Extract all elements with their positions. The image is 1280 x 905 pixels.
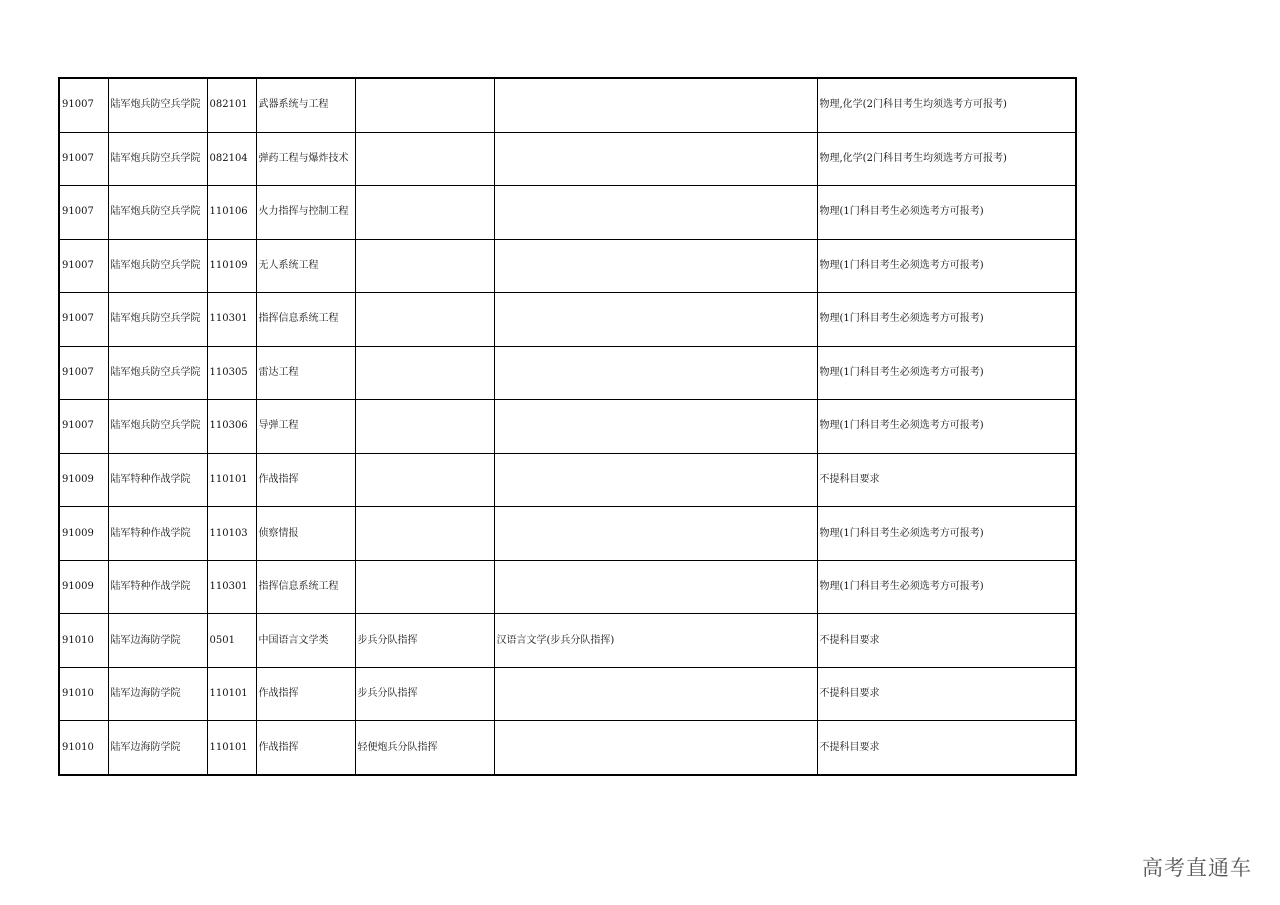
- cell-direction: [355, 400, 494, 454]
- cell-subject-requirement: 不提科目要求: [817, 453, 1076, 507]
- cell-subject-requirement: 物理(1门科目考生必须选考方可报考): [817, 400, 1076, 454]
- cell-major-name: 作战指挥: [256, 721, 355, 775]
- cell-major-code: 110301: [207, 293, 256, 347]
- cell-college-code: 91007: [59, 239, 108, 293]
- cell-subject-requirement: 物理(1门科目考生必须选考方可报考): [817, 293, 1076, 347]
- cell-college-code: 91007: [59, 186, 108, 240]
- cell-direction: 轻便炮兵分队指挥: [355, 721, 494, 775]
- cell-college-name: 陆军特种作战学院: [108, 453, 207, 507]
- table-row: [59, 453, 1076, 507]
- table-row: [59, 667, 1076, 721]
- cell-direction: [355, 453, 494, 507]
- cell-included-major: [494, 453, 817, 507]
- cell-direction: [355, 560, 494, 614]
- cell-direction: [355, 293, 494, 347]
- cell-included-major: [494, 560, 817, 614]
- cell-college-name: 陆军炮兵防空兵学院: [108, 132, 207, 186]
- table-row: [59, 293, 1076, 347]
- cell-college-code: 91007: [59, 78, 108, 132]
- cell-college-name: 陆军边海防学院: [108, 667, 207, 721]
- enrollment-table: [58, 77, 1077, 776]
- cell-major-name: 武器系统与工程: [256, 78, 355, 132]
- cell-subject-requirement: 不提科目要求: [817, 614, 1076, 668]
- cell-major-code: 082104: [207, 132, 256, 186]
- cell-subject-requirement: 物理,化学(2门科目考生均须选考方可报考): [817, 78, 1076, 132]
- cell-subject-requirement: 物理(1门科目考生必须选考方可报考): [817, 507, 1076, 561]
- cell-direction: [355, 132, 494, 186]
- cell-included-major: [494, 78, 817, 132]
- table-row: [59, 560, 1076, 614]
- cell-college-name: 陆军边海防学院: [108, 614, 207, 668]
- table-row: [59, 507, 1076, 561]
- cell-college-name: 陆军炮兵防空兵学院: [108, 346, 207, 400]
- table-row: [59, 346, 1076, 400]
- cell-major-name: 作战指挥: [256, 453, 355, 507]
- cell-major-code: 110101: [207, 721, 256, 775]
- cell-major-code: 110301: [207, 560, 256, 614]
- table-row: [59, 186, 1076, 240]
- cell-subject-requirement: 物理(1门科目考生必须选考方可报考): [817, 346, 1076, 400]
- cell-college-code: 91009: [59, 453, 108, 507]
- cell-college-code: 91010: [59, 721, 108, 775]
- cell-college-name: 陆军炮兵防空兵学院: [108, 239, 207, 293]
- cell-major-name: 侦察情报: [256, 507, 355, 561]
- cell-major-name: 中国语言文学类: [256, 614, 355, 668]
- cell-direction: [355, 239, 494, 293]
- cell-direction: [355, 78, 494, 132]
- cell-major-name: 指挥信息系统工程: [256, 293, 355, 347]
- cell-direction: 步兵分队指挥: [355, 667, 494, 721]
- cell-included-major: [494, 667, 817, 721]
- cell-major-name: 导弹工程: [256, 400, 355, 454]
- cell-major-name: 无人系统工程: [256, 239, 355, 293]
- cell-college-code: 91010: [59, 614, 108, 668]
- cell-direction: [355, 346, 494, 400]
- cell-included-major: [494, 239, 817, 293]
- cell-subject-requirement: 物理(1门科目考生必须选考方可报考): [817, 239, 1076, 293]
- cell-major-name: 作战指挥: [256, 667, 355, 721]
- table-row: [59, 614, 1076, 668]
- cell-major-name: 指挥信息系统工程: [256, 560, 355, 614]
- cell-subject-requirement: 物理(1门科目考生必须选考方可报考): [817, 186, 1076, 240]
- cell-college-name: 陆军特种作战学院: [108, 507, 207, 561]
- cell-college-code: 91007: [59, 132, 108, 186]
- cell-subject-requirement: 物理,化学(2门科目考生均须选考方可报考): [817, 132, 1076, 186]
- cell-included-major: 汉语言文学(步兵分队指挥): [494, 614, 817, 668]
- cell-included-major: [494, 507, 817, 561]
- cell-college-code: 91007: [59, 293, 108, 347]
- cell-included-major: [494, 400, 817, 454]
- cell-major-code: 110106: [207, 186, 256, 240]
- table-row: [59, 721, 1076, 775]
- table-body: [59, 78, 1076, 775]
- table-row: [59, 400, 1076, 454]
- cell-college-name: 陆军炮兵防空兵学院: [108, 78, 207, 132]
- cell-college-name: 陆军炮兵防空兵学院: [108, 400, 207, 454]
- cell-college-code: 91007: [59, 346, 108, 400]
- cell-subject-requirement: 物理(1门科目考生必须选考方可报考): [817, 560, 1076, 614]
- cell-direction: [355, 507, 494, 561]
- cell-major-name: 火力指挥与控制工程: [256, 186, 355, 240]
- cell-major-code: 110103: [207, 507, 256, 561]
- cell-major-code: 110109: [207, 239, 256, 293]
- table-row: [59, 78, 1076, 132]
- cell-major-code: 110101: [207, 453, 256, 507]
- cell-major-code: 110101: [207, 667, 256, 721]
- cell-college-code: 91009: [59, 560, 108, 614]
- cell-major-name: 弹药工程与爆炸技术: [256, 132, 355, 186]
- cell-subject-requirement: 不提科目要求: [817, 721, 1076, 775]
- cell-included-major: [494, 721, 817, 775]
- cell-college-code: 91007: [59, 400, 108, 454]
- cell-college-name: 陆军炮兵防空兵学院: [108, 293, 207, 347]
- cell-direction: [355, 186, 494, 240]
- cell-major-code: 110306: [207, 400, 256, 454]
- cell-major-code: 082101: [207, 78, 256, 132]
- cell-college-code: 91010: [59, 667, 108, 721]
- cell-major-name: 雷达工程: [256, 346, 355, 400]
- cell-college-name: 陆军边海防学院: [108, 721, 207, 775]
- cell-included-major: [494, 186, 817, 240]
- cell-direction: 步兵分队指挥: [355, 614, 494, 668]
- cell-included-major: [494, 132, 817, 186]
- cell-included-major: [494, 346, 817, 400]
- cell-college-code: 91009: [59, 507, 108, 561]
- cell-college-name: 陆军特种作战学院: [108, 560, 207, 614]
- cell-included-major: [494, 293, 817, 347]
- cell-major-code: 110305: [207, 346, 256, 400]
- table-row: [59, 239, 1076, 293]
- cell-college-name: 陆军炮兵防空兵学院: [108, 186, 207, 240]
- watermark-text: 高考直通车: [1142, 856, 1252, 880]
- cell-subject-requirement: 不提科目要求: [817, 667, 1076, 721]
- table-row: [59, 132, 1076, 186]
- cell-major-code: 0501: [207, 614, 256, 668]
